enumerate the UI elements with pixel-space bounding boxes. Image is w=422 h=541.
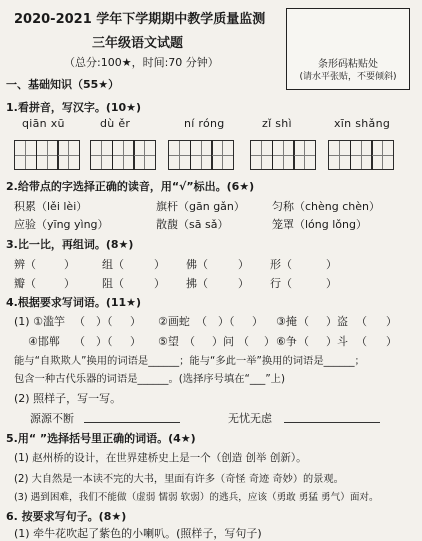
q4-paren: （ [74,335,85,348]
barcode-note: (请水平张贴，不要倾斜) [299,72,397,82]
barcode-box [286,8,410,90]
q3-char: 拂（ [186,277,208,290]
q4-row1-label: (1) ①滥竽 [14,315,65,328]
q3-close: ） [154,277,165,290]
pinyin-1: qiān xū [22,117,65,130]
q4-line1: 能与“自欺欺人”换用的词语是______；能与“多此一举”换用的词语是______； [14,355,365,367]
q4-paren: ） [386,335,397,348]
q3-close: ） [64,277,75,290]
answer-line-1[interactable] [84,422,180,423]
q3-char: 阻（ [102,277,124,290]
q4-paren: ） [252,315,263,328]
q3-title: 3.比一比，再组词。(8★) [6,238,134,251]
q4-paren: （ [74,315,85,328]
q4-paren: ） [130,335,141,348]
q4-paren: （ [356,315,367,328]
writing-grid-3[interactable] [168,140,233,170]
q4-example-left: 源源不断 [30,412,74,425]
q4-paren: （ [298,315,309,328]
q4-paren: ） [130,315,141,328]
q4-row1-item: ②画蛇 [158,315,190,328]
q3-close: ） [326,277,337,290]
q4-paren: ） [386,315,397,328]
q4-row1-item: ③掩 [276,315,297,328]
q3-close: ） [64,258,75,271]
q4-paren: ）问 [212,335,234,348]
pinyin-2: dù ěr [100,117,131,130]
q3-char: 形（ [270,258,292,271]
writing-grid-5[interactable] [328,140,393,170]
q4-paren: ）（ [218,315,235,328]
pinyin-5: xīn shǎng [334,117,391,130]
pinyin-4: zǐ shì [262,117,292,130]
q5-item3: (3) 遇到困难，我们不能做（虚弱 懦弱 软弱）的逃兵，应该（勇敢 勇猛 勇气）面对。 [14,492,379,503]
q5-title: 5.用“ ”选择括号里正确的词语。(4★) [6,432,196,445]
exam-title: 2020-2021 学年下学期期中教学质量监测 [14,12,266,27]
q4-paren: （ [196,315,207,328]
q4-paren: （ [238,335,249,348]
q3-close: ） [326,258,337,271]
q4-paren: ）斗 [326,335,348,348]
q3-close: ） [154,258,165,271]
q2-item: 积累（lěi lèi） [14,200,88,213]
q3-char: 辨（ [14,258,36,271]
q4-paren: ）（ [96,315,113,328]
q3-close: ） [238,277,249,290]
q4-paren: ）（ [96,335,113,348]
q5-item1: (1) 赵州桥的设计，在世界建桥史上是一个（创造 创举 创新）。 [14,452,307,464]
q3-char: 行（ [270,277,292,290]
q4-title: 4.根据要求写词语。(11★) [6,296,142,309]
q4-row2-item: ⑥争 [276,335,297,348]
q6-title: 6. 按要求写句子。(8★) [6,510,127,523]
q4-sub2: (2) 照样子，写一写。 [14,392,122,405]
q3-close: ） [238,258,249,271]
q4-paren: （ [184,335,195,348]
q2-title: 2.给带点的字选择正确的读音，用“√”标出。(6★) [6,180,255,193]
writing-grid-2[interactable] [90,140,155,170]
section1-heading: 一、基础知识（55★） [6,78,120,91]
q4-paren: （ [298,335,309,348]
q3-char: 组（ [102,258,124,271]
q2-item: 应验（yīng yìng） [14,218,109,231]
q4-line2: 包含一种古代乐器的词语是______。(选择序号填在“___”上) [14,373,285,385]
answer-line-2[interactable] [284,422,380,423]
exam-subtitle: 三年级语文试题 [92,36,184,51]
q4-row2-item: ④邯郸 [28,335,60,348]
writing-grid-1[interactable] [14,140,79,170]
q1-title: 1.看拼音，写汉字。(10★) [6,101,142,114]
q3-char: 佛（ [186,258,208,271]
q2-item: 笼罩（lóng lǒng） [272,218,367,231]
q2-item: 散馥（sā sǎ） [156,218,229,231]
q5-item2: (2) 大自然是一本读不完的大书，里面有许多（奇怪 奇迹 奇妙）的景观。 [14,474,344,485]
writing-grid-4[interactable] [250,140,315,170]
barcode-label: 条形码粘贴处 [318,59,378,70]
q4-paren: （ [356,335,367,348]
score-info: （总分:100★，时间:70 分钟） [64,56,219,69]
q3-char: 瓣（ [14,277,36,290]
q4-example-right: 无忧无虑 [228,412,272,425]
pinyin-3: ní róng [184,117,225,130]
q4-paren: ） [264,335,275,348]
q4-paren: ）盗 [326,315,348,328]
q6-item1: (1) 牵牛花吹起了紫色的小喇叭。(照样子，写句子) [14,527,262,540]
q2-item: 旗杆（gān gǎn） [156,200,245,213]
q4-row2-item: ⑤望 [158,335,179,348]
q2-item: 匀称（chèng chèn） [272,200,380,213]
